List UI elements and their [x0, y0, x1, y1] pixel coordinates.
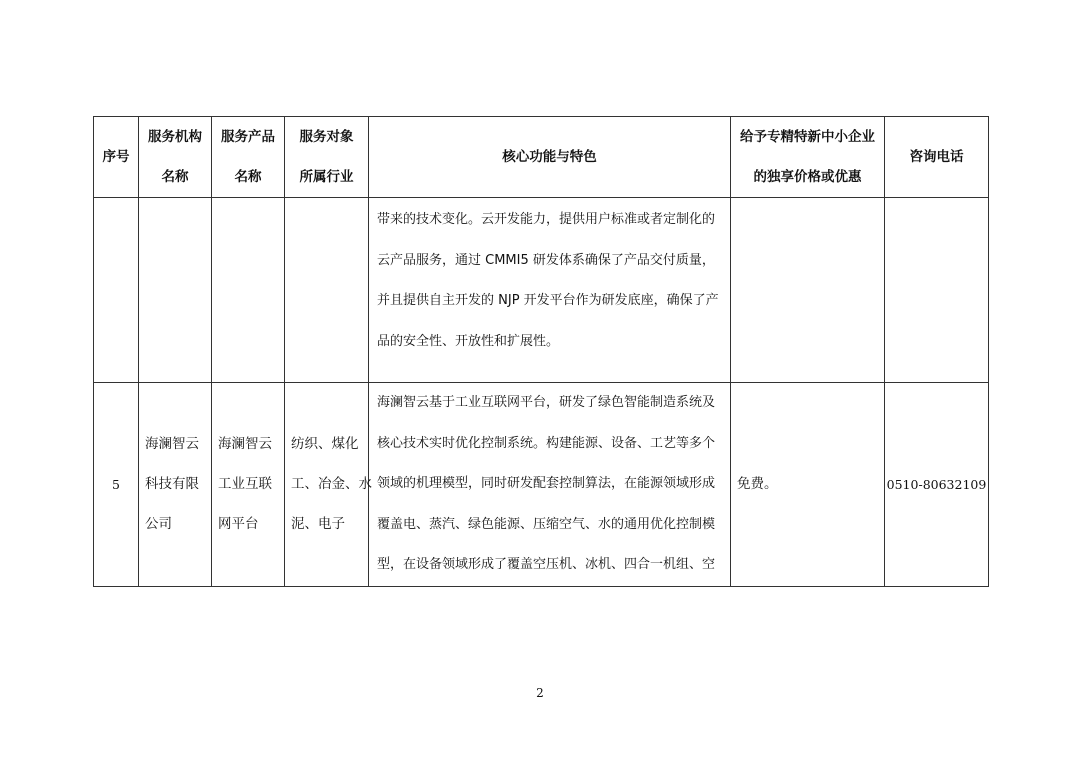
features-cell: 带来的技术变化。云开发能力，提供用户标准或者定制化的 云产品服务，通过 CMMI5 研发体系确保了产品交付质量， 并且提供自主开发的 NJP 开发平台作为研发底座，确保了产 品的安全性、开放性和扩展性。: [369, 198, 731, 383]
cell-empty: [94, 198, 139, 383]
product-name: 海澜智云 工业互联 网平台: [212, 383, 285, 587]
header-phone: 咨询电话: [885, 117, 989, 198]
phone-number: 0510-80632109: [885, 383, 989, 587]
cell-empty: [285, 198, 369, 383]
service-table: [93, 116, 989, 587]
cell-empty: [212, 198, 285, 383]
header-discount: 给予专精特新中小企业 的独享价格或优惠: [731, 117, 885, 198]
features-cell: 海澜智云基于工业互联网平台，研发了绿色智能制造系统及 核心技术实时优化控制系统。构建能源、设备、工艺等多个 领域的机理模型，同时研发配套控制算法，在能源领域形成 覆盖电、蒸汽、绿色能源、压缩空气、水的通用优化控制模 型，在设备领域形成了覆盖空压机、冰机、四合一机组、空: [369, 383, 731, 587]
header-org: 服务机构 名称: [139, 117, 212, 198]
table-row-5: [94, 383, 989, 587]
page-number: 2: [536, 686, 544, 700]
table-row-continued: [94, 198, 989, 383]
header-features: 核心功能与特色: [369, 117, 731, 198]
cell-empty: [885, 198, 989, 383]
header-no: 序号: [94, 117, 139, 198]
cell-empty: [731, 198, 885, 383]
discount: 免费。: [731, 383, 885, 587]
cell-empty: [139, 198, 212, 383]
header-industry: 服务对象 所属行业: [285, 117, 369, 198]
org-name: 海澜智云 科技有限 公司: [139, 383, 212, 587]
industry: 纺织、煤化 工、冶金、水 泥、电子: [285, 383, 369, 587]
row-number: 5: [94, 383, 139, 587]
header-row: [94, 117, 989, 198]
header-product: 服务产品 名称: [212, 117, 285, 198]
